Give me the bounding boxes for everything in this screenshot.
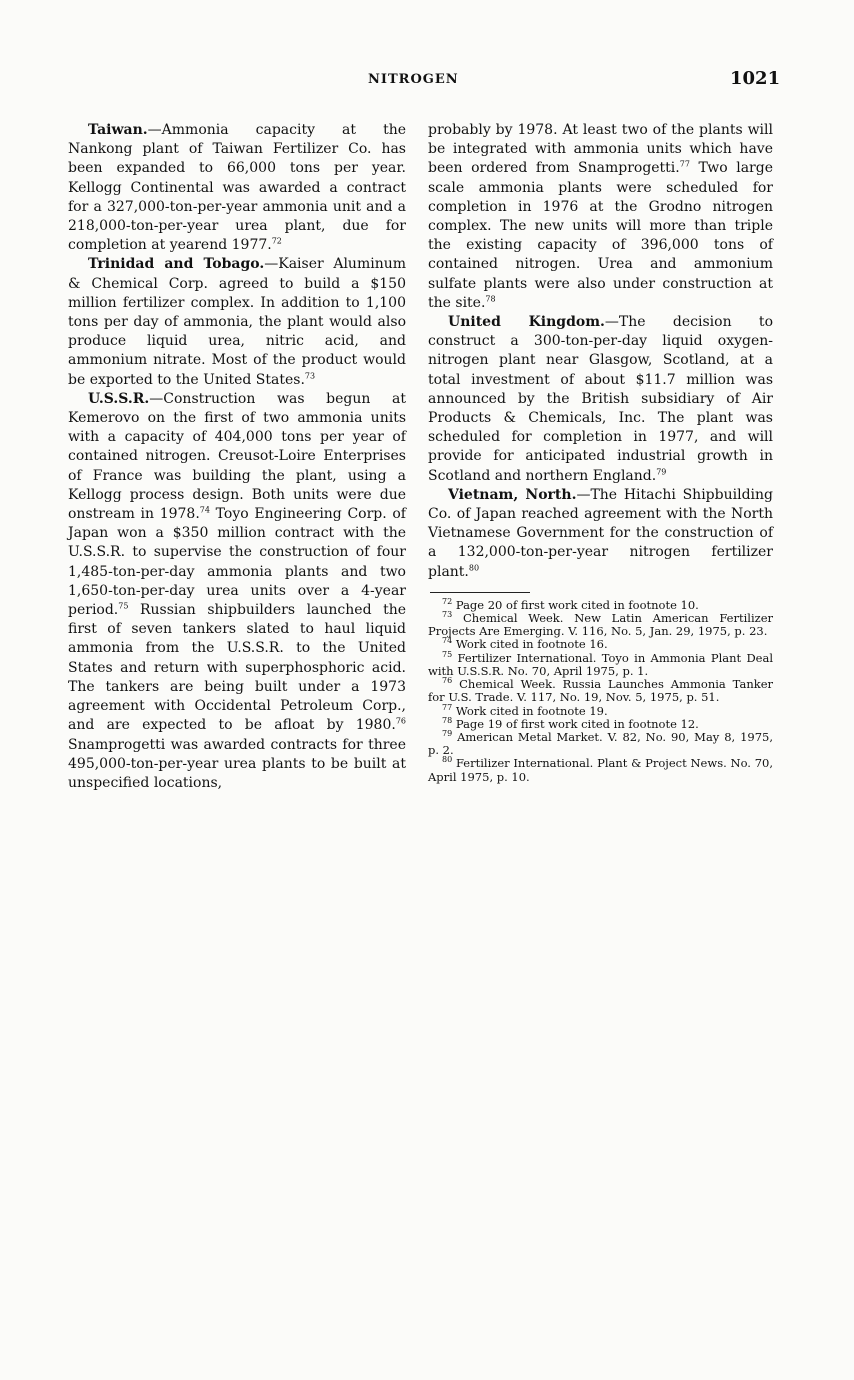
paragraph-text: Construction was begun at Kemerovo on the first of two ammonia units with a capacity of 404,000 tons per year of contained nitrogen. Creusot-Loire Enterprises of France was building the plant, using a Kellogg process design. Both units were due onstream in 1978.: [68, 390, 406, 523]
paragraph-heading: United Kingdom.: [448, 314, 605, 331]
footnote: $^{72}$ Page 20 of first work cited in footnote 10.: [442, 597, 699, 612]
footnotes: [428, 599, 773, 784]
paragraph-taiwan: Taiwan.—Ammonia capacity at the Nankong plant of Taiwan Fertilizer Co. has been expanded to 66,000 tons per year. Kellogg Continental was awarded a contract for a 327,000-ton-per-year ammonia unit and a 218,000-ton-per-year urea plant, due for completion at yearend 1977.72: [68, 122, 406, 254]
left-column: [68, 121, 406, 793]
paragraph-united-kingdom: United Kingdom.—The decision to construct a 300-ton-per-day liquid oxygen-nitrogen plant near Glasgow, Scotland, at a total investment of about $11.7 million was announced by the British subsidiary of Air Products & Chemicals, Inc. The plant was scheduled for completion in 1977, and will provide for anticipated industrial growth in Scotland and northern England.$^{79}$: [428, 314, 773, 484]
paragraph-text: Kaiser Aluminum & Chemical Corp. agreed to build a $150 million fertilizer complex. In addition to 1,100 tons per day of ammonia, the plant would also produce liquid urea, nitric acid, and ammonium nitrate. Most of the product would be exported to the United States.: [68, 256, 407, 388]
footnote: $^{78}$ Page 19 of first work cited in footnote 12.: [442, 715, 699, 731]
paragraph-text: Two large scale ammonia plants were scheduled for completion in 1976 at the Grodno nitrogen complex. The new units will more than triple the existing capacity of 396,000 tons of contained nitrogen. Urea and ammonium sulfate plants were also under construction at the site.: [428, 160, 773, 311]
paragraph-text: Toyo Engineering Corp. of Japan won a $350 million contract with the U.S.S.R. to supervise the construction of four 1,485-ton-per-day ammonia plants and two 1,650-ton-per-day urea units over a 4-year period.: [68, 506, 406, 619]
footnote: $^{80}$ Fertilizer International. Plant & Project News. No. 70, April 1975, p. 10.: [428, 755, 774, 784]
paragraph-ussr-continued: [428, 121, 773, 313]
right-column: [428, 121, 773, 784]
paragraph-text: probably by 1978. At least two of the plants will be integrated with ammonia units which have been ordered from Snamprogetti.: [428, 122, 773, 177]
footnote: $^{77}$ Work cited in footnote 19.: [442, 702, 608, 718]
footnote: $^{79}$ American Metal Market. V. 82, No. 90, May 8, 1975, p. 2.: [428, 729, 774, 758]
footnote: $^{74}$ Work cited in footnote 16.: [442, 636, 608, 652]
footnote-ref: 79: [656, 467, 667, 476]
footnote-ref: 80: [468, 563, 480, 573]
footnote: $^{75}$ Fertilizer International. Toyo in Ammonia Plant Deal with U.S.S.R. No. 70, April 1975, p. 1.: [428, 649, 774, 678]
footnote: $^{73}$ Chemical Week. New Latin American Fertilizer Projects Are Emerging. V. 116, No. 5, Jan. 29, 1975, p. 23.: [428, 610, 773, 639]
running-header-title: NITROGEN: [368, 72, 459, 87]
footnote-ref: 74: [199, 505, 210, 515]
footnote-ref: 76: [395, 716, 406, 726]
paragraph-heading: Trinidad and Tobago.: [88, 256, 265, 273]
footnote-ref: 78: [485, 294, 496, 304]
footnote-ref: 75: [118, 601, 129, 611]
page-number: 1021: [730, 68, 781, 89]
paragraph-heading: Taiwan.: [88, 122, 148, 138]
paragraph-heading: U.S.S.R.: [88, 390, 150, 407]
paragraph-text: The decision to construct a 300-ton-per-day liquid oxygen-nitrogen plant near Glasgow, Scotland, at a total investment of about $11.7 million was announced by the British subsidiary of Air Products & Chemicals, Inc. The plant was scheduled for completion in 1977, and will provide for anticipated industrial growth in Scotland and northern England.: [428, 314, 773, 484]
footnote-divider: [430, 592, 530, 593]
paragraph-text: Russian shipbuilders launched the first of seven tankers slated to haul liquid ammonia from the U.S.S.R. to the United States and return with superphosphoric acid. The tankers are being built under a 1973 agreement with Occidental Petroleum Corp., and are expected to be afloat by 1980.: [68, 602, 406, 734]
paragraph-text: Ammonia capacity at the Nankong plant of Taiwan Fertilizer Co. has been expanded to 66,000 tons per year. Kellogg Continental was awarded a contract for a 327,000-ton-per-year ammonia unit and a 218,000-ton-per-year urea plant, due for completion at yearend 1977.: [68, 122, 406, 254]
footnote-ref: 77: [679, 159, 690, 169]
paragraph-trinidad: Trinidad and Tobago.—Kaiser Aluminum & Chemical Corp. agreed to build a $150 million fertilizer complex. In addition to 1,100 tons per day of ammonia, the plant would also produce liquid urea, nitric acid, and ammonium nitrate. Most of the product would be exported to the United States.$^{73}$: [68, 256, 407, 388]
paragraph-heading: Vietnam, North.: [448, 486, 577, 503]
paragraph-text: Snamprogetti was awarded contracts for three 495,000-ton-per-year urea plants to be built at unspecified locations,: [68, 736, 406, 791]
footnote: $^{76}$ Chemical Week. Russia Launches Ammonia Tanker for U.S. Trade. V. 117, No. 19, Nov. 5, 1975, p. 51.: [428, 676, 773, 705]
footnote-ref: 73: [304, 370, 316, 380]
paragraph-text: The Hitachi Shipbuilding Co. of Japan reached agreement with the North Vietnamese Government for the construction of a 132,000-ton-per-year nitrogen fertilizer plant.: [428, 486, 773, 580]
paragraph-ussr: U.S.S.R.—Construction was begun at Kemerovo on the first of two ammonia units with a capacity of 404,000 tons per year of contained nitrogen. Creusot-Loire Enterprises of France was building the plant, using a Kellogg process design. Both units were due onstream in 1978.74 Toyo Engineering Corp. of Japan won a $350 million contract with the U.S.S.R. to supervise the construction of four 1,485-ton-per-day ammonia plants and two 1,650-ton-per-day urea units over a 4-year period.$^{75}$ Russian shipbuilders launched the first of seven tankers slated to haul liquid ammonia from the U.S.S.R. to the United States and return with superphosphoric acid. The tankers are being built under a 1973 agreement with Occidental Petroleum Corp., and are expected to be afloat by 1980.76 Snamprogetti was awarded contracts for three 495,000-ton-per-year urea plants to be built at unspecified locations,: [68, 390, 406, 791]
footnote-ref: 72: [271, 236, 282, 246]
paragraph-vietnam-north: Vietnam, North.—The Hitachi Shipbuilding Co. of Japan reached agreement with the North Vietnamese Government for the construction of a 132,000-ton-per-year nitrogen fertilizer plant.$^{80}$: [428, 486, 773, 580]
